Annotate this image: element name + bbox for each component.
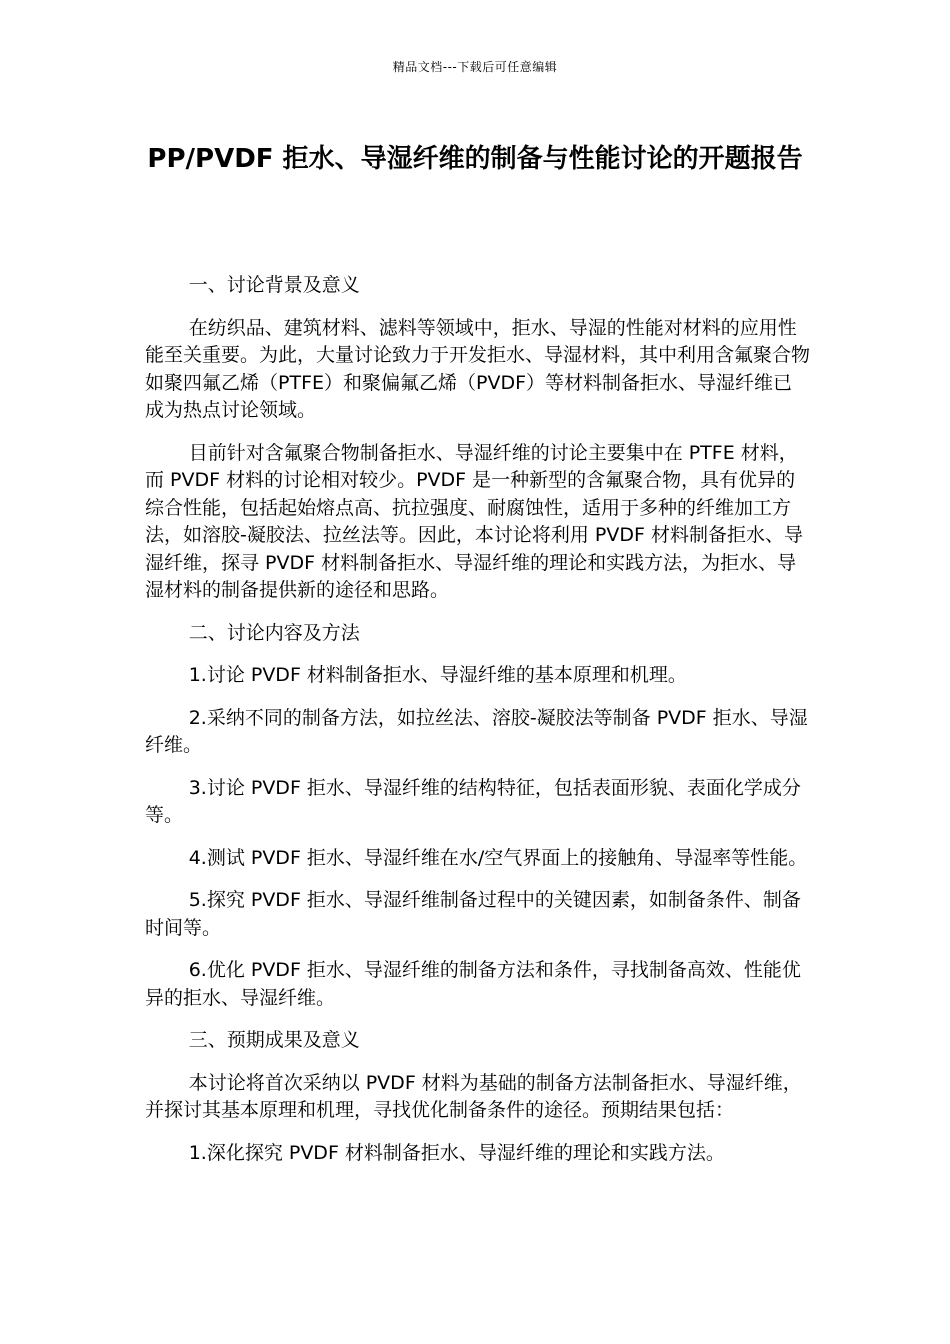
section-2-item-2: 2.采纳不同的制备方法，如拉丝法、溶胶-凝胶法等制备 PVDF 拒水、导湿纤维。	[145, 706, 808, 756]
document-body	[145, 272, 810, 1182]
section-2-heading: 二、讨论内容及方法	[188, 621, 360, 644]
section-1-paragraph-2: 目前针对含氟聚合物制备拒水、导湿纤维的讨论主要集中在 PTFE 材料，而 PVDF 材料的讨论相对较少。PVDF 是一种新型的含氟聚合物，具有优异的综合性能，包括起始熔点高、抗拉强度、耐腐蚀性，适用于多种的纤维加工方法，如溶胶-凝胶法、拉丝法等。因此，本讨论将利用 PVDF 材料制备拒水、导湿纤维，探寻 PVDF 材料制备拒水、导湿纤维的理论和实践方法，为拒水、导湿材料的制备提供新的途径和思路。	[145, 441, 803, 601]
section-3-heading: 三、预期成果及意义	[188, 1029, 360, 1051]
section-1-paragraph-1: 在纺织品、建筑材料、滤料等领域中，拒水、导湿的性能对材料的应用性能至关重要。为此，大量讨论致力于开发拒水、导湿材料，其中利用含氟聚合物如聚四氟乙烯（PTFE）和聚偏氟乙烯（PVDF）等材料制备拒水、导湿纤维已成为热点讨论领域。	[145, 316, 811, 421]
section-2-item-6: 6.优化 PVDF 拒水、导湿纤维的制备方法和条件，寻找制备高效、性能优异的拒水、导湿纤维。	[145, 959, 801, 1009]
section-2-item-4: 4.测试 PVDF 拒水、导湿纤维在水/空气界面上的接触角、导湿率等性能。	[188, 846, 808, 869]
section-1-heading: 一、讨论背景及意义	[188, 274, 360, 296]
header-note: 精品文档---下载后可任意编辑	[392, 60, 558, 74]
section-3-paragraph-1: 本讨论将首次采纳以 PVDF 材料为基础的制备方法制备拒水、导湿纤维，并探讨其基本原理和机理，寻找优化制备条件的途径。预期结果包括：	[145, 1071, 802, 1121]
section-2-item-3: 3.讨论 PVDF 拒水、导湿纤维的结构特征，包括表面形貌、表面化学成分等。	[145, 776, 801, 826]
section-3-item-1: 1.深化探究 PVDF 材料制备拒水、导湿纤维的理论和实践方法。	[188, 1141, 725, 1164]
document-title: PP/PVDF 拒水、导湿纤维的制备与性能讨论的开题报告	[147, 144, 803, 174]
section-2-item-1: 1.讨论 PVDF 材料制备拒水、导湿纤维的基本原理和机理。	[188, 664, 687, 686]
section-2-item-5: 5.探究 PVDF 拒水、导湿纤维制备过程中的关键因素，如制备条件、制备时间等。	[145, 889, 801, 939]
